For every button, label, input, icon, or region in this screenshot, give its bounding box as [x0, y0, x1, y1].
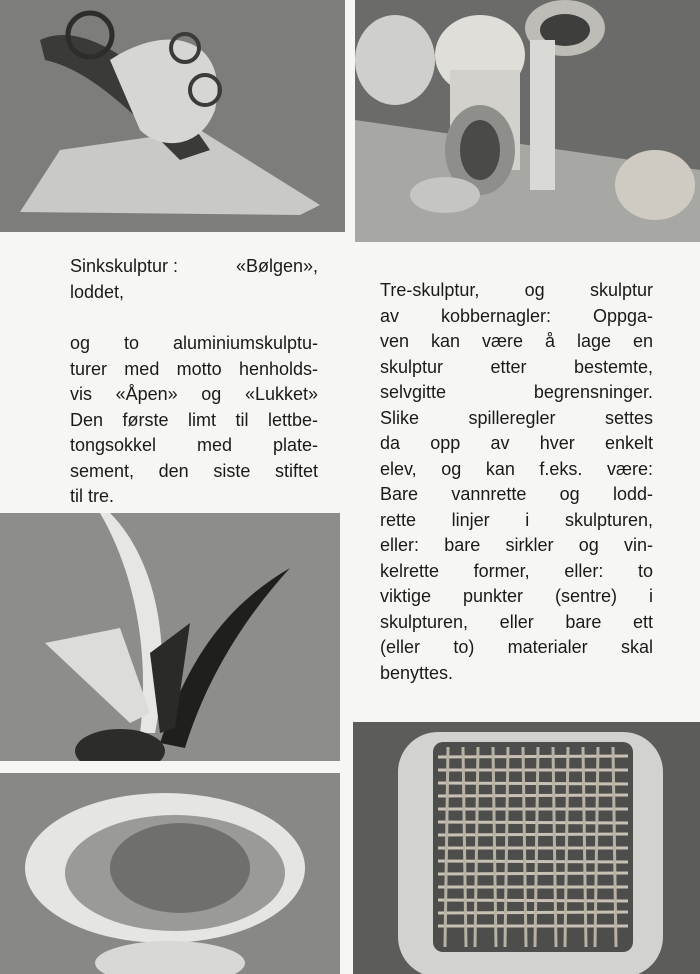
left-paragraph-line: vis «Åpen» og «Lukket» — [70, 384, 318, 404]
photo-aluminium-sculpture-open — [0, 513, 340, 761]
right-paragraph-line: ven kan være å lage en — [380, 331, 653, 351]
right-paragraph-line: rette linjer i skulpturen, — [380, 509, 653, 530]
left-text-block — [70, 254, 318, 510]
photo-wood-sculpture — [355, 0, 700, 242]
caption-label: Sinkskulptur : — [70, 256, 179, 276]
right-paragraph-line: elev, og kan f.eks. være: — [380, 458, 653, 479]
left-paragraph-line: til tre. — [70, 486, 115, 506]
left-paragraph-line: Den første limt til lettbe- — [70, 409, 318, 430]
right-paragraph-line: viktige punkter (sentre) i — [380, 586, 653, 606]
right-paragraph-line: av kobbernagler: Oppga- — [380, 305, 653, 326]
caption-first-line — [70, 254, 318, 280]
right-paragraph-line: skulptur etter bestemte, — [380, 356, 653, 377]
right-paragraph — [380, 278, 653, 686]
right-paragraph-line: da opp av hver enkelt — [380, 433, 653, 453]
right-paragraph-line: eller: bare sirkler og vin- — [380, 535, 653, 555]
caption-title: «Bølgen», — [235, 256, 318, 276]
left-paragraph-line: turer med motto henholds- — [70, 358, 318, 379]
left-paragraph-line: sement, den siste stiftet — [70, 460, 318, 481]
photo-copper-nail-sculpture — [353, 722, 700, 974]
right-paragraph-line: Slike spilleregler settes — [380, 407, 653, 428]
photo-aluminium-sculpture-closed — [0, 773, 340, 974]
right-paragraph-line: Tre-skulptur, og skulptur — [380, 280, 653, 300]
right-paragraph-line: (eller to) materialer skal — [380, 637, 653, 657]
caption-continuation: loddet, — [70, 281, 125, 302]
right-paragraph-line: skulpturen, eller bare ett — [380, 611, 653, 632]
right-paragraph-line: benyttes. — [380, 662, 454, 683]
left-paragraph-line: tongsokkel med plate- — [70, 435, 318, 455]
photo-zinc-sculpture-wave — [0, 0, 345, 232]
right-paragraph-line: Bare vannrette og lodd- — [380, 484, 653, 504]
right-paragraph-line: selvgitte begrensninger. — [380, 382, 653, 402]
left-paragraph — [70, 331, 318, 510]
right-paragraph-line: kelrette former, eller: to — [380, 560, 653, 581]
left-paragraph-line: og to aluminiumskulptu- — [70, 333, 318, 353]
right-text-block — [380, 278, 653, 686]
